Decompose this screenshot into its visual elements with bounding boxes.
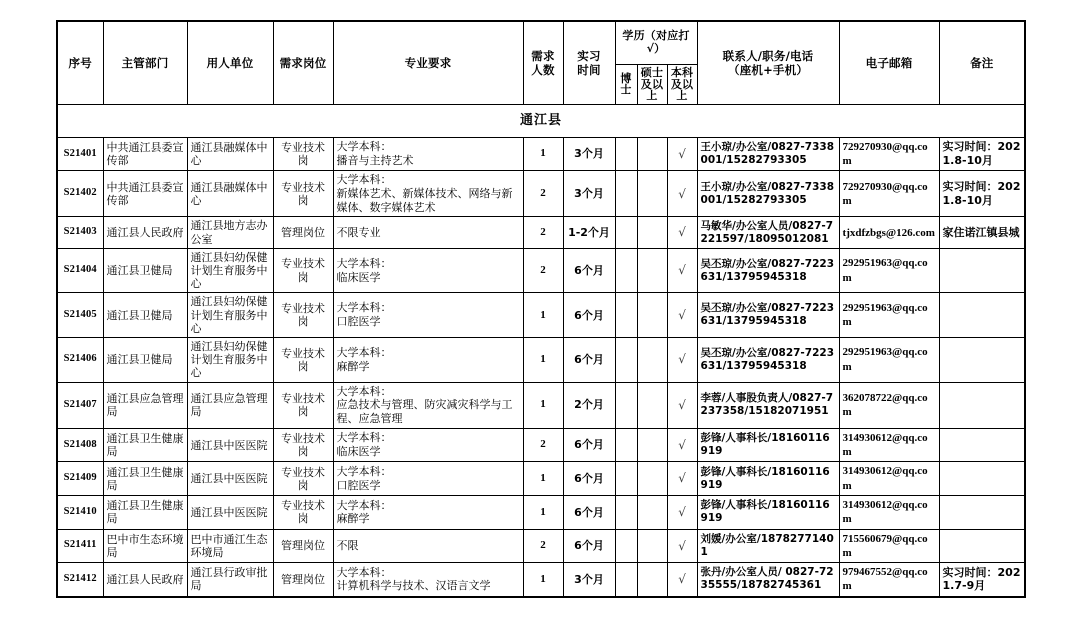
cell-email: 729270930@qq.com [839,137,939,171]
cell-duration: 3个月 [563,563,615,597]
job-requirements-table [56,20,1026,598]
table-row [57,293,1025,338]
check-mark-icon: √ [678,504,686,519]
cell-duration: 6个月 [563,337,615,382]
cell-unit: 通江县中医医院 [187,495,273,529]
cell-dept: 通江县卫健局 [103,248,187,293]
col-header-dept: 主管部门 [103,21,187,104]
cell-note: 实习时间：2021.8-10月 [939,137,1025,171]
cell-doctor [615,217,637,248]
cell-duration: 6个月 [563,248,615,293]
cell-contact: 彭锋/人事科长/18160116919 [697,495,839,529]
cell-master [637,137,667,171]
cell-major: 大学本科： 临床医学 [333,248,523,293]
cell-bachelor [667,428,697,462]
cell-unit: 通江县行政审批局 [187,563,273,597]
cell-bachelor [667,137,697,171]
cell-email: 292951963@qq.com [839,293,939,338]
cell-bachelor [667,171,697,217]
cell-doctor [615,248,637,293]
check-mark-icon: √ [678,572,686,587]
table-row [57,495,1025,529]
check-mark-icon: √ [678,352,686,367]
cell-id: S21407 [57,382,103,428]
cell-major: 大学本科： 计算机科学与技术、汉语言文学 [333,563,523,597]
cell-email: 362078722@qq.com [839,382,939,428]
cell-note [939,529,1025,563]
cell-email: 314930612@qq.com [839,495,939,529]
cell-dept: 通江县应急管理局 [103,382,187,428]
cell-post: 管理岗位 [273,563,333,597]
cell-count: 2 [523,529,563,563]
col-header-note: 备注 [939,21,1025,104]
cell-unit: 通江县应急管理局 [187,382,273,428]
cell-id: S21401 [57,137,103,171]
cell-master [637,529,667,563]
cell-email: 314930612@qq.com [839,462,939,496]
cell-dept: 通江县人民政府 [103,217,187,248]
cell-count: 1 [523,337,563,382]
cell-contact: 彭锋/人事科长/18160116919 [697,428,839,462]
cell-doctor [615,563,637,597]
cell-bachelor [667,217,697,248]
cell-post: 管理岗位 [273,217,333,248]
cell-master [637,217,667,248]
col-header-master: 硕士 及以 上 [637,65,667,105]
cell-unit: 通江县妇幼保健计划生育服务中心 [187,337,273,382]
cell-contact: 刘媛/办公室/18782771401 [697,529,839,563]
cell-duration: 6个月 [563,495,615,529]
cell-dept: 巴中市生态环境局 [103,529,187,563]
col-header-contact: 联系人/职务/电话 （座机+手机） [697,21,839,104]
cell-id: S21404 [57,248,103,293]
cell-master [637,462,667,496]
cell-contact: 王小琼/办公室/0827-7338001/15282793305 [697,171,839,217]
cell-id: S21410 [57,495,103,529]
cell-note [939,337,1025,382]
cell-post: 专业技术岗 [273,293,333,338]
cell-major: 不限专业 [333,217,523,248]
cell-dept: 通江县卫生健康局 [103,428,187,462]
cell-bachelor [667,293,697,338]
cell-contact: 彭锋/人事科长/18160116919 [697,462,839,496]
cell-count: 2 [523,428,563,462]
cell-major: 大学本科： 临床医学 [333,428,523,462]
cell-count: 2 [523,248,563,293]
col-header-education-group: 学历（对应打√） [615,21,697,65]
col-header-doctor: 博士 [615,65,637,105]
cell-post: 专业技术岗 [273,337,333,382]
cell-contact: 李蓉/人事股负责人/0827-7237358/15182071951 [697,382,839,428]
col-header-id: 序号 [57,21,103,104]
cell-bachelor [667,563,697,597]
cell-email: tjxdfzbgs@126.com [839,217,939,248]
cell-post: 专业技术岗 [273,462,333,496]
cell-master [637,337,667,382]
cell-id: S21411 [57,529,103,563]
cell-major: 大学本科： 口腔医学 [333,462,523,496]
check-mark-icon: √ [678,397,686,412]
cell-note [939,462,1025,496]
cell-duration: 6个月 [563,428,615,462]
cell-email: 314930612@qq.com [839,428,939,462]
cell-bachelor [667,495,697,529]
cell-duration: 2个月 [563,382,615,428]
cell-contact: 王小琼/办公室/0827-7338001/15282793305 [697,137,839,171]
col-header-email: 电子邮箱 [839,21,939,104]
cell-contact: 吴丕琼/办公室/0827-7223631/13795945318 [697,293,839,338]
cell-count: 2 [523,217,563,248]
cell-dept: 通江县卫健局 [103,293,187,338]
cell-duration: 6个月 [563,529,615,563]
cell-count: 1 [523,495,563,529]
cell-major: 大学本科： 播音与主持艺术 [333,137,523,171]
cell-doctor [615,428,637,462]
cell-doctor [615,495,637,529]
table-row [57,248,1025,293]
cell-bachelor [667,462,697,496]
cell-contact: 张丹/办公室人员/ 0827-7235555/18782745361 [697,563,839,597]
cell-bachelor [667,248,697,293]
col-header-post: 需求岗位 [273,21,333,104]
cell-id: S21402 [57,171,103,217]
cell-note [939,382,1025,428]
cell-id: S21405 [57,293,103,338]
table-row [57,462,1025,496]
cell-doctor [615,382,637,428]
check-mark-icon: √ [678,307,686,322]
cell-duration: 1-2个月 [563,217,615,248]
col-header-count: 需求 人数 [523,21,563,104]
cell-contact: 吴丕琼/办公室/0827-7223631/13795945318 [697,337,839,382]
cell-major: 大学本科： 麻醉学 [333,337,523,382]
cell-unit: 通江县妇幼保健计划生育服务中心 [187,293,273,338]
cell-email: 729270930@qq.com [839,171,939,217]
cell-post: 管理岗位 [273,529,333,563]
cell-dept: 通江县卫生健康局 [103,495,187,529]
cell-id: S21412 [57,563,103,597]
cell-unit: 通江县融媒体中心 [187,137,273,171]
cell-email: 292951963@qq.com [839,248,939,293]
cell-count: 1 [523,462,563,496]
table-row [57,217,1025,248]
cell-master [637,428,667,462]
section-header-row [57,104,1025,137]
cell-dept: 通江县卫健局 [103,337,187,382]
cell-doctor [615,293,637,338]
cell-count: 1 [523,293,563,338]
cell-master [637,382,667,428]
check-mark-icon: √ [678,538,686,553]
section-title: 通江县 [57,104,1025,137]
check-mark-icon: √ [678,146,686,161]
cell-unit: 通江县中医医院 [187,428,273,462]
cell-dept: 中共通江县委宣传部 [103,171,187,217]
cell-note [939,248,1025,293]
check-mark-icon: √ [678,186,686,201]
table-row [57,337,1025,382]
check-mark-icon: √ [678,471,686,486]
cell-id: S21406 [57,337,103,382]
cell-note: 实习时间：2021.7-9月 [939,563,1025,597]
table-row [57,382,1025,428]
cell-major: 大学本科： 麻醉学 [333,495,523,529]
cell-master [637,171,667,217]
table-row [57,563,1025,597]
cell-email: 292951963@qq.com [839,337,939,382]
cell-bachelor [667,337,697,382]
cell-master [637,563,667,597]
col-header-unit: 用人单位 [187,21,273,104]
cell-id: S21403 [57,217,103,248]
cell-doctor [615,171,637,217]
cell-unit: 通江县地方志办公室 [187,217,273,248]
cell-post: 专业技术岗 [273,137,333,171]
cell-post: 专业技术岗 [273,171,333,217]
cell-doctor [615,529,637,563]
cell-duration: 3个月 [563,171,615,217]
col-header-major: 专业要求 [333,21,523,104]
table-row [57,171,1025,217]
cell-post: 专业技术岗 [273,248,333,293]
table-row [57,137,1025,171]
cell-note [939,293,1025,338]
check-mark-icon: √ [678,437,686,452]
cell-count: 1 [523,563,563,597]
cell-master [637,293,667,338]
cell-count: 1 [523,137,563,171]
header-row-primary [57,21,1025,65]
table-header [57,21,1025,104]
cell-contact: 马敏华/办公室人员/0827-7221597/18095012081 [697,217,839,248]
job-listing-sheet [56,20,1024,598]
table-row [57,529,1025,563]
col-header-bachelor: 本科 及以 上 [667,65,697,105]
cell-dept: 通江县人民政府 [103,563,187,597]
cell-dept: 中共通江县委宣传部 [103,137,187,171]
cell-note [939,428,1025,462]
col-header-duration: 实习 时间 [563,21,615,104]
cell-duration: 3个月 [563,137,615,171]
cell-bachelor [667,529,697,563]
cell-post: 专业技术岗 [273,495,333,529]
cell-bachelor [667,382,697,428]
cell-contact: 吴丕琼/办公室/0827-7223631/13795945318 [697,248,839,293]
cell-note: 实习时间：2021.8-10月 [939,171,1025,217]
cell-duration: 6个月 [563,293,615,338]
cell-doctor [615,337,637,382]
cell-unit: 巴中市通江生态环境局 [187,529,273,563]
cell-doctor [615,462,637,496]
cell-note [939,495,1025,529]
cell-doctor [615,137,637,171]
check-mark-icon: √ [678,225,686,240]
cell-id: S21409 [57,462,103,496]
cell-duration: 6个月 [563,462,615,496]
cell-dept: 通江县卫生健康局 [103,462,187,496]
cell-major: 大学本科： 新媒体艺术、新媒体技术、网络与新媒体、数字媒体艺术 [333,171,523,217]
cell-major: 大学本科： 口腔医学 [333,293,523,338]
cell-unit: 通江县妇幼保健计划生育服务中心 [187,248,273,293]
cell-note: 家住诺江镇县城 [939,217,1025,248]
table-row [57,428,1025,462]
cell-email: 979467552@qq.com [839,563,939,597]
cell-count: 1 [523,382,563,428]
cell-email: 715560679@qq.com [839,529,939,563]
table-body [57,104,1025,597]
cell-unit: 通江县中医医院 [187,462,273,496]
check-mark-icon: √ [678,263,686,278]
cell-id: S21408 [57,428,103,462]
cell-post: 专业技术岗 [273,382,333,428]
cell-master [637,495,667,529]
cell-unit: 通江县融媒体中心 [187,171,273,217]
cell-count: 2 [523,171,563,217]
cell-master [637,248,667,293]
cell-major: 不限 [333,529,523,563]
cell-major: 大学本科： 应急技术与管理、防灾减灾科学与工程、应急管理 [333,382,523,428]
cell-post: 专业技术岗 [273,428,333,462]
